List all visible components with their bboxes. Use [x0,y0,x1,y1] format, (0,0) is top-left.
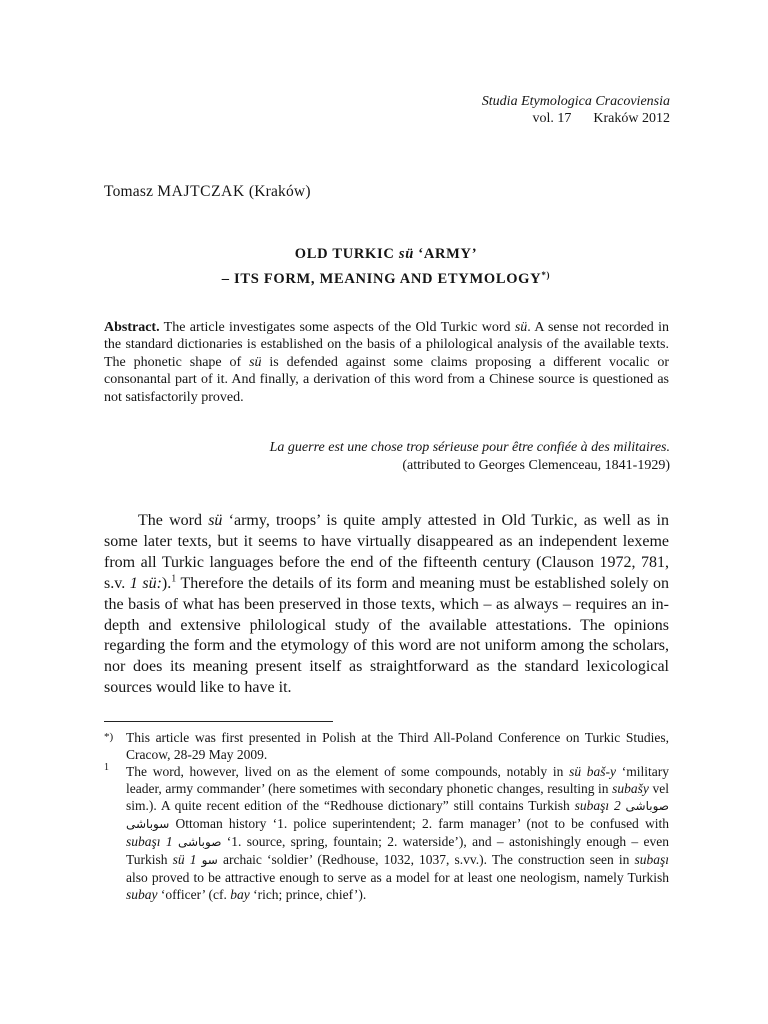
title-footnote-mark: *) [541,270,551,280]
footnote-ref[interactable]: 1 [171,573,177,585]
title-text: OLD TURKIC [294,246,399,262]
epigraph-quote: La guerre est une chose trop sérieuse pour être confiée à des militaires. [269,440,670,455]
title-line-2 [104,265,668,290]
title-line-1 [104,244,668,265]
footnote-word: bay [230,887,250,902]
footnote-word: sü 1 [172,852,197,867]
arabic-script: صوباشى [177,835,222,849]
footnote-separator [104,721,333,722]
journal-name: Studia Etymologica Cracoviensia [481,94,670,109]
abstract-text: . A sense not recorded in the standard dictionaries is established on the basis of a philological analysis of the available texts. The phonetic shape of [104,320,670,370]
body-span: The word [138,512,209,529]
abstract [104,319,669,406]
arabic-script: صوباشى سوباشى [126,799,669,831]
footnote-word: subay [126,887,158,902]
footnote-word: subašy [612,781,649,796]
footnote-mark: *) [104,731,114,743]
abstract-label: Abstract. [104,320,160,335]
footnote-1 [104,763,669,903]
body-text [104,511,669,699]
footnote-text: ‘1. source, spring, fountain; 2. waterside’), and – astonishingly enough – even Turkish [126,834,670,867]
body-word: 1 sü: [129,574,162,592]
body-span: ‘army, troops’ is quite amply attested in Old Turkic, as well as in some later texts, but it seems to have virtually disappeared as an independent lexeme from all Turkic languages before the end of the fifteenth century (Clauson 1972, 781, s.v. [104,512,669,592]
footnote-text: This article was first presented in Polish at the Third All-Poland Conference on Turkic Studies, Cracow, 28-29 May 2009. [126,730,669,762]
footnote-text: also proved to be attractive enough to serve as a model for at least one neologism, namely Turkish [126,870,669,885]
footnote-text: The word, however, lived on as the element of some compounds, notably in [126,764,570,779]
footnote-star [104,729,669,763]
body-word: sü [208,512,223,529]
title-word: sü [398,246,414,262]
journal-volume: vol. 17 [532,111,572,126]
journal-header [482,93,670,127]
abstract-word: sü [249,354,262,370]
author-last-name: MAJTCZAK [157,183,245,200]
title-subtitle: – ITS FORM, MEANING AND ETYMOLOGY [221,271,542,287]
author-affiliation: (Kraków) [248,183,311,200]
footnote-word: subaşı [634,852,669,867]
author-line [104,183,311,201]
footnote-text: Ottoman history ‘1. police superintendent; 2. farm manager’ (not to be confused with [169,816,669,831]
arabic-script: سو [201,853,218,867]
abstract-text: is defended against some claims proposing a different vocalic or consonantal part of it. And finally, a derivation of this word from a Chinese source is questioned as not satisfactorily proved. [104,354,669,405]
footnote-text: vel sim.). A quite recent edition of the “Redhouse dictionary” still contains Turkish [126,781,669,813]
author-first-name: Tomasz [104,183,154,200]
title-gloss: ‘ARMY’ [413,246,478,262]
journal-place-year: Kraków 2012 [593,111,670,126]
footnote-text: ‘rich; prince, chief’). [249,887,367,902]
epigraph [270,439,670,474]
paragraph [104,511,669,699]
journal-volume-line [482,110,670,127]
footnote-word: sü baš-y [569,764,617,779]
epigraph-attribution: (attributed to Georges Clemenceau, 1841-1929) [402,457,670,473]
footnotes [104,729,669,903]
abstract-text: The article investigates some aspects of the Old Turkic word [159,320,515,335]
body-span: ). [161,574,172,592]
body-span: Therefore the details of its form and meaning must be established solely on the basis of what has been preserved in those texts, which – as always – requires an in-depth and extensive philological study of the available attestations. The opinions regarding the form and the etymology of this word are not uniform among the scholars, nor does its meaning present itself as straightforward as the standard lexicological sources would like to have it. [104,574,670,697]
article-title [104,244,668,290]
footnote-mark: 1 [104,762,109,773]
footnote-text: ‘military leader, army commander’ (here sometimes with secondary phonetic changes, resulting in [126,764,669,796]
abstract-word: sü [514,320,528,335]
footnote-text: ‘officer’ (cf. [157,887,231,902]
footnote-text: archaic ‘soldier’ (Redhouse, 1032, 1037, s.vv.). The construction seen in [217,852,635,867]
footnote-word: subaşı 2 [574,798,621,813]
footnote-word: subaşı 1 [126,834,173,849]
